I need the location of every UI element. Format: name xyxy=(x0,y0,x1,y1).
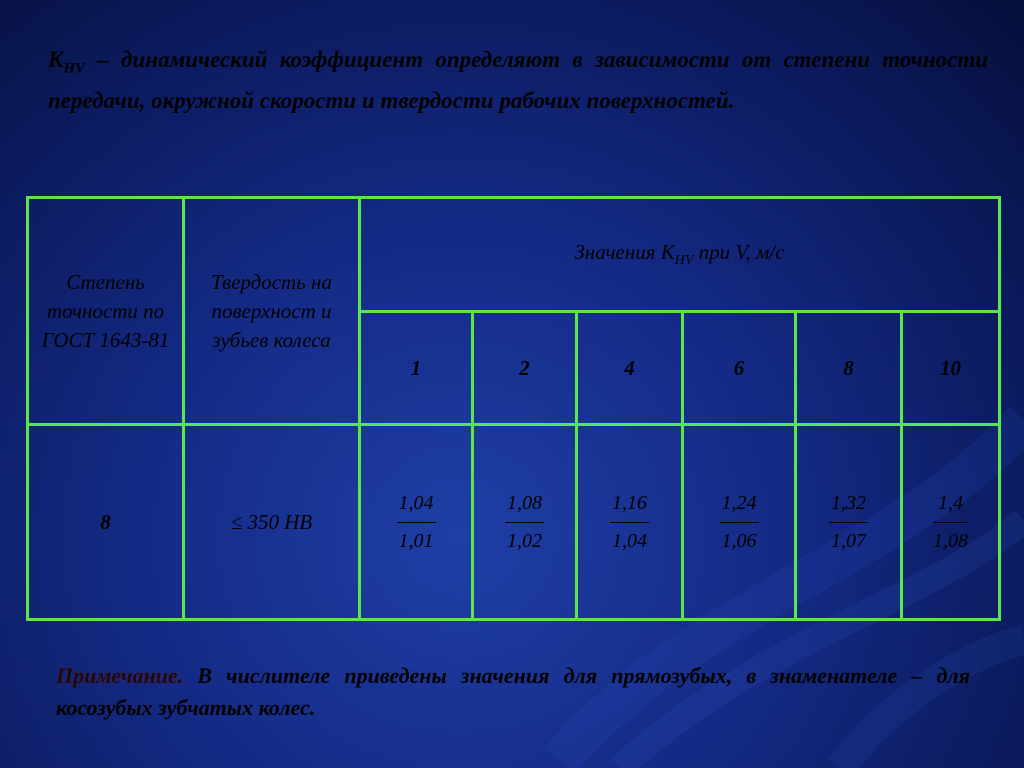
intro-symbol: K xyxy=(48,47,64,72)
intro-text xyxy=(48,44,988,117)
value-denominator: 1,04 xyxy=(612,529,647,552)
header-values-sub: HV xyxy=(674,253,694,269)
value-numerator: 1,4 xyxy=(933,492,968,523)
value-numerator: 1,16 xyxy=(610,492,649,523)
header-values-prefix: Значения K xyxy=(574,239,675,264)
intro-body: – динамический коэффициент определяют в зависимости от степени точности передачи, окружной скорости и твердости рабочих поверхностей. xyxy=(48,47,988,113)
value-cell xyxy=(902,425,1000,620)
value-denominator: 1,07 xyxy=(831,529,866,552)
header-hardness: Твердость на поверхност и зубьев колеса xyxy=(184,198,360,425)
value-cell xyxy=(796,425,902,620)
value-numerator: 1,08 xyxy=(505,492,544,523)
value-numerator: 1,32 xyxy=(829,492,868,523)
speed-header: 4 xyxy=(577,312,683,425)
header-values xyxy=(360,198,1000,312)
hardness-cell: ≤ 350 HB xyxy=(184,425,360,620)
kv-table xyxy=(26,196,1001,621)
speed-header: 1 xyxy=(360,312,473,425)
note-text xyxy=(56,660,970,724)
value-denominator: 1,06 xyxy=(721,529,757,552)
header-precision: Степень точности по ГОСТ 1643-81 xyxy=(28,198,184,425)
precision-cell: 8 xyxy=(28,425,184,620)
header-values-suffix: при V, м/с xyxy=(693,239,785,264)
value-numerator: 1,24 xyxy=(720,492,759,523)
intro-symbol-sub: HV xyxy=(63,60,86,77)
speed-header: 2 xyxy=(473,312,577,425)
speed-header: 8 xyxy=(796,312,902,425)
value-cell xyxy=(360,425,473,620)
note-body: В числителе приведены значения для прямозубых, в знаменателе – для косозубых зубчатых колес. xyxy=(56,663,970,720)
value-cell xyxy=(577,425,683,620)
note-label: Примечание. xyxy=(56,663,184,688)
value-numerator: 1,04 xyxy=(397,492,436,523)
value-denominator: 1,08 xyxy=(933,529,968,552)
value-denominator: 1,02 xyxy=(507,529,542,552)
table-row xyxy=(28,425,1000,620)
speed-header: 10 xyxy=(902,312,1000,425)
value-cell xyxy=(473,425,577,620)
value-cell xyxy=(683,425,796,620)
speed-header: 6 xyxy=(683,312,796,425)
value-denominator: 1,01 xyxy=(398,529,434,552)
